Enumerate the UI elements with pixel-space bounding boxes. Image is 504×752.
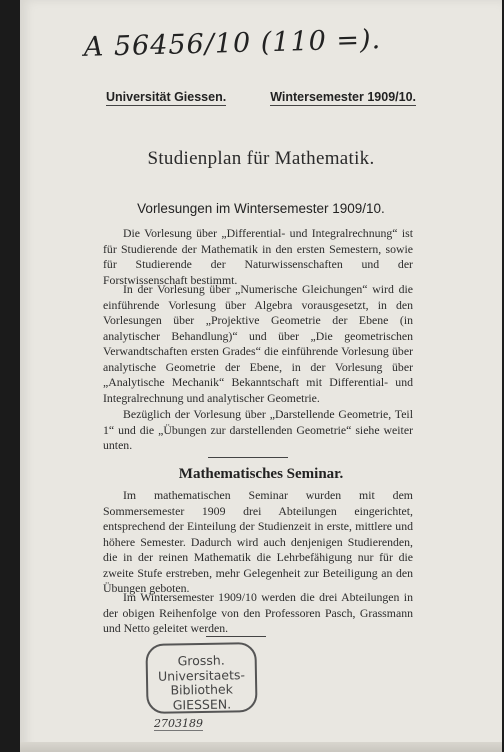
- lectures-paragraph-3: Bezüglich der Vorlesung über „Darstellende Geometrie, Teil 1“ und die „Übungen zur darstellenden Geometrie“ siehe weiter unten.: [103, 407, 413, 452]
- seminar-paragraph-2: Im Wintersemester 1909/10 werden die drei Abteilungen in der obigen Reihenfolge von den Professoren Pasch, Grassmann und Netto geleitet werden.: [103, 590, 413, 635]
- stamp-line: Universitaets-: [157, 666, 246, 684]
- university-name: Universität Giessen.: [106, 90, 227, 104]
- document-header: [106, 90, 416, 106]
- stamp-line: GIESSEN.: [172, 695, 232, 713]
- stamp-line: Grossh.: [177, 652, 225, 669]
- end-divider: [206, 636, 266, 637]
- semester-label: Wintersemester 1909/10.: [270, 90, 416, 104]
- lectures-paragraph-2: In der Vorlesung über „Numerische Gleichungen“ wird die einführende Vorlesung über Algebra vorausgesetzt, in den Vorlesungen über „Projektive Geometrie der Ebene (in analytischer Behandlung)“ und über „Die geometrischen Verwandtschaften ersten Grades“ die einführende Vorlesung über analytische Geometrie der Ebene, in der Vorlesung über „Analytische Mechanik“ Bekanntschaft mit Differential- und Integralrechnung und analytischer Geometrie.: [103, 282, 413, 405]
- seminar-heading: Mathematisches Seminar.: [178, 466, 344, 482]
- page-title: Studienplan für Mathematik.: [147, 148, 375, 169]
- lectures-heading: Vorlesungen im Wintersemester 1909/10.: [137, 201, 385, 216]
- page-edge: [20, 742, 502, 752]
- handwritten-accession-note: A 56456/10 (110 =).: [83, 24, 382, 63]
- stamp-line: Bibliothek: [170, 681, 233, 698]
- seminar-paragraph-1: Im mathematischen Seminar wurden mit dem Sommersemester 1909 drei Abteilungen eingerichtet, entsprechend der Einteilung der Studienzeit in erste, mittlere und höhere Semester. Dadurch wird auch denjenigen Studierenden, die in der reinen Mathematik die Lehrbefähigung nur für die zweite Stufe erstreben, mehr Gelegenheit zur Beteiligung an den Übungen geboten.: [103, 488, 413, 595]
- handwritten-shelfmark: 2703189: [154, 717, 203, 730]
- library-stamp: [145, 642, 257, 714]
- section-divider: [208, 457, 288, 458]
- document-page: [20, 0, 502, 752]
- lectures-paragraph-1: Die Vorlesung über „Differential- und Integralrechnung“ ist für Studierende der Mathematik in den ersten Semestern, sowie für Studierende der Naturwissenschaften und der Forstwissenschaft bestimmt.: [103, 226, 413, 287]
